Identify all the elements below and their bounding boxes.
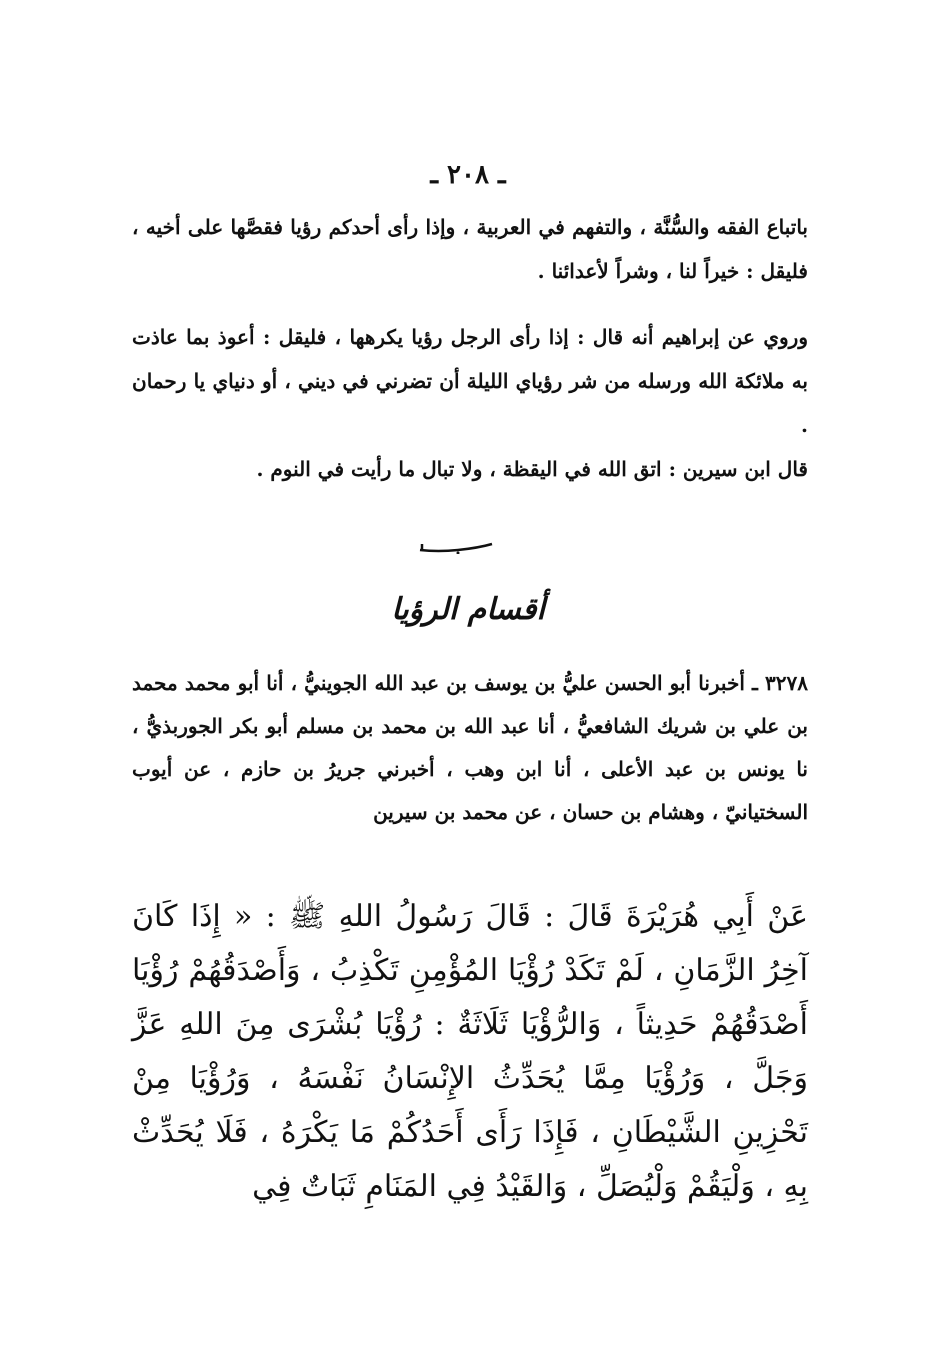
paragraph-1-text: باتباع الفقه والسُّنَّة ، والتفهم في العربية ، وإذا رأى أحدكم رؤيا فقصَّها على أخيه ، فليقل : خيراً لنا ، وشراً لأعدائنا .	[132, 215, 808, 283]
isnad-paragraph	[132, 662, 808, 834]
page-number: ـ ٢٠٨ ـ	[430, 160, 506, 190]
paragraph-3-text: قال ابن سيرين : اتق الله في اليقظة ، ولا تبال ما رأيت في النوم .	[256, 457, 808, 481]
hadith-matn-paragraph	[132, 890, 808, 1214]
isnad-text: ٣٢٧٨ ـ أخبرنا أبو الحسن عليُّ بن يوسف بن عبد الله الجوينيُّ ، أنا أبو محمد محمد بن علي بن شريك الشافعيُّ ، أنا عبد الله بن محمد بن مسلم أبو بكر الجوربذيُّ ، نا يونس بن عبد الأعلى ، أنا ابن وهب ، أخبرني جريرُ بن حازم ، عن أيوب السختيانيّ ، وهشام بن حسان ، عن محمد بن سيرين	[132, 671, 808, 824]
section-heading: أقسام الرؤيا	[391, 592, 545, 627]
paragraph-3	[132, 447, 808, 491]
hadith-matn-text: عَنْ أَبِي هُرَيْرَةَ قَالَ : قَالَ رَسُولُ اللهِ ﷺ : « إِذَا كَانَ آخِرُ الزَّمَانِ ، لَمْ تَكَدْ رُؤْيَا المُؤْمِنِ تَكْذِبُ ، وَأَصْدَقُهُمْ رُؤْيَا أَصْدَقُهُمْ حَدِيثاً ، وَالرُّؤْيَا ثَلَاثَةٌ : رُؤْيَا بُشْرَى مِنَ اللهِ عَزَّ وَجَلَّ ، وَرُؤْيَا مِمَّا يُحَدِّثُ الإِنْسَانُ نَفْسَهُ ، وَرُؤْيَا مِنْ تَحْزِينِ الشَّيْطَانِ ، فَإِذَا رَأَى أَحَدُكُمْ مَا يَكْرَهُ ، فَلَا يُحَدِّثْ بِهِ ، وَلْيَقُمْ وَلْيُصَلِّ ، وَالقَيْدُ فِي المَنَامِ ثَبَاتٌ فِي	[132, 899, 808, 1204]
paragraph-2	[132, 315, 808, 447]
paragraph-1	[132, 205, 808, 293]
paragraph-2-text: وروي عن إبراهيم أنه قال : إذا رأى الرجل رؤيا يكرهها ، فليقل : أعوذ بما عاذت به ملائكة الله ورسله من شر رؤياي الليلة أن تضرني في ديني ، أو دنياي يا رحمان .	[132, 325, 808, 437]
bab-divider-ornament	[418, 540, 494, 554]
